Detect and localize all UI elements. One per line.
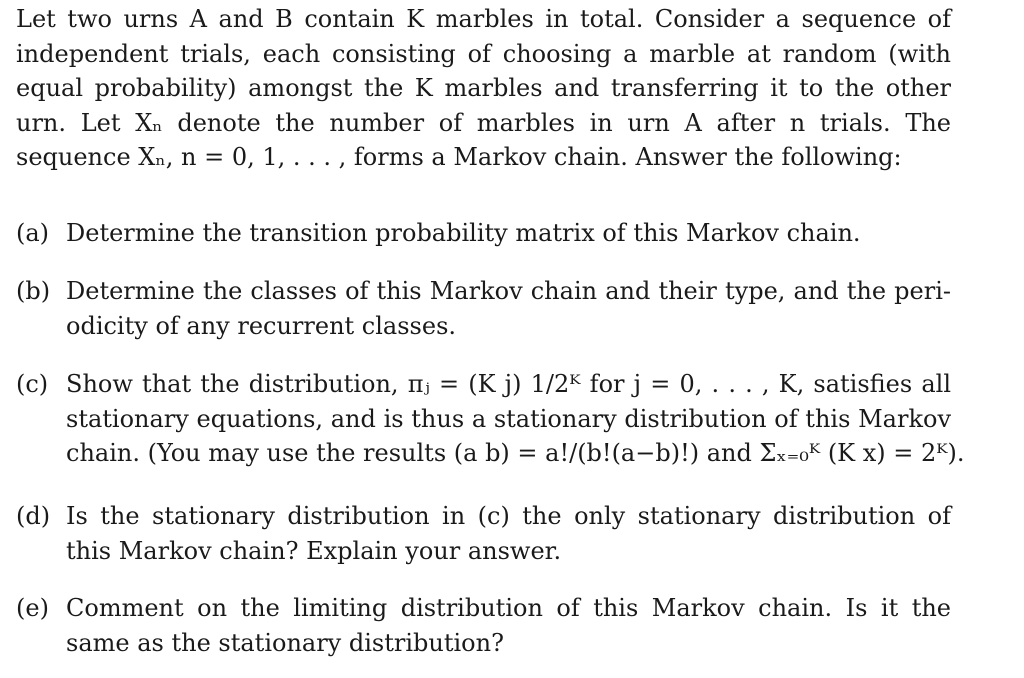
question-line: same as the stationary distribution?: [66, 628, 504, 657]
intro-line: urn. Let Xₙ denote the number of marbles in urn A after n trials. The: [16, 108, 951, 137]
question-line: Determine the classes of this Markov chain and their type, and the peri-: [66, 277, 951, 305]
question-line: chain. (You may use the results (a b) = a!/(b!(a−b)!) and Σₓ₌₀ᴷ (K x) = 2ᴷ).: [66, 439, 965, 467]
intro-line: independent trials, each consisting of choosing a marble at random (with: [16, 39, 951, 68]
question-body: [66, 274, 951, 343]
question-line: odicity of any recurrent classes.: [66, 311, 457, 340]
question-line: Show that the distribution, πⱼ = (K j) 1/2ᴷ for j = 0, . . . , K, satisfies all: [66, 370, 951, 398]
question-body: [66, 591, 951, 660]
question-line: Comment on the limiting distribution of this Markov chain. Is it the: [66, 594, 951, 622]
question-body: [66, 367, 965, 471]
intro-line: equal probability) amongst the K marbles and transferring it to the other: [16, 74, 951, 103]
question-body: [66, 499, 951, 568]
question-body: [66, 216, 951, 251]
question-label: (d): [16, 502, 51, 530]
intro-line: sequence Xₙ, n = 0, 1, . . . , forms a Markov chain. Answer the following:: [16, 143, 902, 172]
question-line: Determine the transition probability matrix of this Markov chain.: [66, 219, 861, 247]
question-label: (b): [16, 277, 51, 305]
question-line: stationary equations, and is thus a stationary distribution of this Markov: [66, 404, 951, 433]
problem-intro: [16, 2, 951, 175]
question-label: (a): [16, 219, 50, 247]
question-line: Is the stationary distribution in (c) the only stationary distribution of: [66, 502, 951, 530]
intro-line: Let two urns A and B contain K marbles in total. Consider a sequence of: [16, 5, 951, 33]
question-label: (c): [16, 370, 49, 398]
question-line: this Markov chain? Explain your answer.: [66, 536, 562, 565]
question-label: (e): [16, 594, 49, 622]
